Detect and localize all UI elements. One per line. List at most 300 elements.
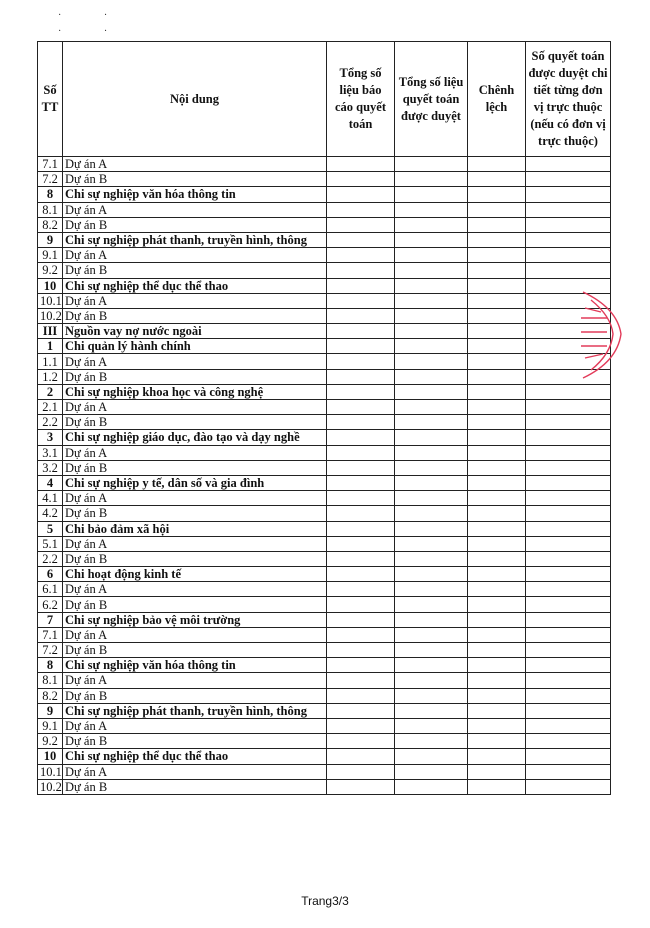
cell-chenh-lech — [468, 172, 526, 187]
cell-bao-cao — [327, 293, 395, 308]
cell-chenh-lech — [468, 157, 526, 172]
cell-chi-tiet — [526, 430, 611, 445]
row-number: 4.1 — [38, 491, 63, 506]
cell-chenh-lech — [468, 703, 526, 718]
cell-duyet — [395, 430, 468, 445]
cell-chenh-lech — [468, 232, 526, 247]
row-content: Dự án A — [63, 445, 327, 460]
scan-marks-second: · · — [58, 26, 128, 37]
cell-chenh-lech — [468, 597, 526, 612]
cell-duyet — [395, 749, 468, 764]
table-row — [38, 308, 611, 323]
cell-duyet — [395, 643, 468, 658]
row-number: III — [38, 324, 63, 339]
cell-chenh-lech — [468, 369, 526, 384]
cell-bao-cao — [327, 718, 395, 733]
row-content: Dự án A — [63, 764, 327, 779]
cell-chenh-lech — [468, 491, 526, 506]
table-row — [38, 673, 611, 688]
cell-bao-cao — [327, 597, 395, 612]
row-number: 9 — [38, 232, 63, 247]
page-footer: Trang3/3 — [301, 894, 349, 908]
row-number: 5 — [38, 521, 63, 536]
cell-bao-cao — [327, 400, 395, 415]
cell-chi-tiet — [526, 779, 611, 794]
cell-duyet — [395, 779, 468, 794]
row-content: Dự án B — [63, 688, 327, 703]
cell-bao-cao — [327, 354, 395, 369]
table-row — [38, 734, 611, 749]
header-duyet: Tổng số liệu quyết toán được duyệt — [395, 42, 468, 157]
cell-duyet — [395, 445, 468, 460]
row-number: 10.1 — [38, 293, 63, 308]
cell-bao-cao — [327, 536, 395, 551]
cell-duyet — [395, 278, 468, 293]
table-row — [38, 551, 611, 566]
cell-chi-tiet — [526, 248, 611, 263]
row-number: 1.1 — [38, 354, 63, 369]
cell-chenh-lech — [468, 324, 526, 339]
cell-chi-tiet — [526, 460, 611, 475]
row-content: Dự án B — [63, 506, 327, 521]
row-content: Dự án B — [63, 172, 327, 187]
row-number: 8.1 — [38, 673, 63, 688]
row-number: 1 — [38, 339, 63, 354]
row-content: Chi sự nghiệp y tế, dân số và gia đình — [63, 475, 327, 490]
cell-chi-tiet — [526, 536, 611, 551]
cell-chenh-lech — [468, 248, 526, 263]
cell-bao-cao — [327, 415, 395, 430]
cell-duyet — [395, 658, 468, 673]
table-row — [38, 749, 611, 764]
row-content: Dự án A — [63, 293, 327, 308]
cell-duyet — [395, 612, 468, 627]
scan-marks-top: · · — [58, 10, 128, 21]
cell-chi-tiet — [526, 491, 611, 506]
cell-chi-tiet — [526, 643, 611, 658]
table-row — [38, 612, 611, 627]
cell-duyet — [395, 718, 468, 733]
cell-bao-cao — [327, 308, 395, 323]
table-row — [38, 627, 611, 642]
row-content: Dự án B — [63, 734, 327, 749]
cell-duyet — [395, 567, 468, 582]
cell-duyet — [395, 415, 468, 430]
cell-chenh-lech — [468, 475, 526, 490]
table-row — [38, 536, 611, 551]
header-chi-tiet: Số quyết toán được duyệt chi tiết từng đơn vị trực thuộc (nếu có đơn vị trực thuộc) — [526, 42, 611, 157]
cell-chenh-lech — [468, 460, 526, 475]
header-noi-dung: Nội dung — [63, 42, 327, 157]
row-content: Dự án B — [63, 369, 327, 384]
table-row — [38, 384, 611, 399]
row-number: 9.1 — [38, 248, 63, 263]
row-number: 9.1 — [38, 718, 63, 733]
cell-duyet — [395, 248, 468, 263]
row-number: 7.1 — [38, 157, 63, 172]
cell-bao-cao — [327, 658, 395, 673]
row-number: 10.2 — [38, 779, 63, 794]
cell-bao-cao — [327, 460, 395, 475]
header-chenh-lech: Chênh lệch — [468, 42, 526, 157]
cell-chenh-lech — [468, 749, 526, 764]
cell-bao-cao — [327, 232, 395, 247]
cell-chenh-lech — [468, 278, 526, 293]
row-content: Dự án B — [63, 643, 327, 658]
cell-chi-tiet — [526, 764, 611, 779]
cell-chenh-lech — [468, 582, 526, 597]
cell-duyet — [395, 217, 468, 232]
row-number: 10 — [38, 749, 63, 764]
cell-duyet — [395, 232, 468, 247]
table-row — [38, 597, 611, 612]
row-content: Dự án B — [63, 779, 327, 794]
row-content: Dự án A — [63, 718, 327, 733]
row-number: 1.2 — [38, 369, 63, 384]
table-row — [38, 521, 611, 536]
row-content: Dự án A — [63, 673, 327, 688]
table-row — [38, 475, 611, 490]
row-content: Nguồn vay nợ nước ngoài — [63, 324, 327, 339]
row-content: Dự án B — [63, 597, 327, 612]
row-content: Chi sự nghiệp phát thanh, truyền hình, thông — [63, 703, 327, 718]
table-row — [38, 567, 611, 582]
table-row — [38, 217, 611, 232]
cell-duyet — [395, 551, 468, 566]
table-row — [38, 187, 611, 202]
cell-chenh-lech — [468, 308, 526, 323]
cell-duyet — [395, 475, 468, 490]
row-content: Dự án A — [63, 536, 327, 551]
row-number: 8 — [38, 187, 63, 202]
cell-chenh-lech — [468, 673, 526, 688]
row-number: 8.2 — [38, 688, 63, 703]
cell-chenh-lech — [468, 339, 526, 354]
row-number: 2.1 — [38, 400, 63, 415]
cell-bao-cao — [327, 430, 395, 445]
cell-chenh-lech — [468, 536, 526, 551]
cell-chi-tiet — [526, 673, 611, 688]
cell-duyet — [395, 597, 468, 612]
cell-bao-cao — [327, 157, 395, 172]
cell-chi-tiet — [526, 627, 611, 642]
cell-chi-tiet — [526, 445, 611, 460]
cell-chenh-lech — [468, 551, 526, 566]
cell-bao-cao — [327, 673, 395, 688]
cell-chenh-lech — [468, 764, 526, 779]
cell-chenh-lech — [468, 506, 526, 521]
row-number: 10 — [38, 278, 63, 293]
table-row — [38, 248, 611, 263]
row-content: Dự án B — [63, 263, 327, 278]
cell-bao-cao — [327, 764, 395, 779]
cell-chenh-lech — [468, 627, 526, 642]
cell-bao-cao — [327, 612, 395, 627]
table-row — [38, 324, 611, 339]
table-row — [38, 779, 611, 794]
cell-bao-cao — [327, 202, 395, 217]
table-row — [38, 415, 611, 430]
row-number: 4.2 — [38, 506, 63, 521]
cell-duyet — [395, 460, 468, 475]
table-row — [38, 339, 611, 354]
cell-duyet — [395, 506, 468, 521]
cell-chi-tiet — [526, 703, 611, 718]
cell-duyet — [395, 339, 468, 354]
cell-bao-cao — [327, 278, 395, 293]
cell-chi-tiet — [526, 718, 611, 733]
cell-bao-cao — [327, 703, 395, 718]
cell-chi-tiet — [526, 734, 611, 749]
table-body — [38, 157, 611, 795]
row-content: Chi sự nghiệp văn hóa thông tin — [63, 187, 327, 202]
row-number: 7.1 — [38, 627, 63, 642]
row-number: 2.2 — [38, 415, 63, 430]
cell-bao-cao — [327, 521, 395, 536]
cell-chi-tiet — [526, 187, 611, 202]
cell-duyet — [395, 582, 468, 597]
table-row — [38, 703, 611, 718]
cell-bao-cao — [327, 491, 395, 506]
row-number: 5.1 — [38, 536, 63, 551]
row-content: Chi hoạt động kinh tế — [63, 567, 327, 582]
cell-chi-tiet — [526, 157, 611, 172]
cell-duyet — [395, 354, 468, 369]
table-row — [38, 263, 611, 278]
cell-chenh-lech — [468, 612, 526, 627]
row-content: Dự án A — [63, 582, 327, 597]
row-content: Chi quản lý hành chính — [63, 339, 327, 354]
cell-chi-tiet — [526, 217, 611, 232]
cell-chenh-lech — [468, 400, 526, 415]
table-row — [38, 491, 611, 506]
cell-bao-cao — [327, 749, 395, 764]
row-content: Chi sự nghiệp phát thanh, truyền hình, thông — [63, 232, 327, 247]
cell-chenh-lech — [468, 734, 526, 749]
row-number: 10.1 — [38, 764, 63, 779]
row-number: 4 — [38, 475, 63, 490]
table-row — [38, 688, 611, 703]
row-number: 6.1 — [38, 582, 63, 597]
table-row — [38, 764, 611, 779]
cell-chi-tiet — [526, 567, 611, 582]
row-content: Chi sự nghiệp giáo dục, đào tạo và dạy nghề — [63, 430, 327, 445]
cell-chi-tiet — [526, 202, 611, 217]
row-number: 8.2 — [38, 217, 63, 232]
cell-chi-tiet — [526, 612, 611, 627]
cell-duyet — [395, 627, 468, 642]
row-number: 9 — [38, 703, 63, 718]
cell-chi-tiet — [526, 415, 611, 430]
cell-bao-cao — [327, 551, 395, 566]
cell-duyet — [395, 172, 468, 187]
cell-chi-tiet — [526, 688, 611, 703]
cell-chenh-lech — [468, 718, 526, 733]
row-content: Dự án A — [63, 400, 327, 415]
row-content: Dự án B — [63, 460, 327, 475]
row-number: 2.2 — [38, 551, 63, 566]
cell-bao-cao — [327, 779, 395, 794]
cell-bao-cao — [327, 567, 395, 582]
cell-bao-cao — [327, 172, 395, 187]
row-content: Dự án A — [63, 491, 327, 506]
row-number: 8 — [38, 658, 63, 673]
settlement-table — [37, 41, 611, 795]
cell-duyet — [395, 324, 468, 339]
table-row — [38, 643, 611, 658]
table-row — [38, 369, 611, 384]
row-number: 2 — [38, 384, 63, 399]
cell-chenh-lech — [468, 293, 526, 308]
row-content: Chi sự nghiệp thể dục thể thao — [63, 278, 327, 293]
cell-duyet — [395, 673, 468, 688]
cell-chi-tiet — [526, 475, 611, 490]
table-row — [38, 582, 611, 597]
row-content: Chi sự nghiệp khoa học và công nghệ — [63, 384, 327, 399]
cell-bao-cao — [327, 248, 395, 263]
cell-duyet — [395, 308, 468, 323]
cell-chi-tiet — [526, 597, 611, 612]
cell-chi-tiet — [526, 263, 611, 278]
row-number: 9.2 — [38, 734, 63, 749]
cell-bao-cao — [327, 627, 395, 642]
cell-chenh-lech — [468, 263, 526, 278]
table-row — [38, 430, 611, 445]
row-number: 3 — [38, 430, 63, 445]
row-content: Dự án B — [63, 308, 327, 323]
cell-chi-tiet — [526, 521, 611, 536]
table-row — [38, 232, 611, 247]
cell-bao-cao — [327, 445, 395, 460]
cell-chi-tiet — [526, 400, 611, 415]
cell-bao-cao — [327, 506, 395, 521]
cell-duyet — [395, 369, 468, 384]
red-seal-stamp — [577, 288, 637, 380]
cell-chi-tiet — [526, 172, 611, 187]
row-number: 7 — [38, 612, 63, 627]
cell-bao-cao — [327, 339, 395, 354]
cell-duyet — [395, 688, 468, 703]
cell-chenh-lech — [468, 688, 526, 703]
cell-chi-tiet — [526, 384, 611, 399]
row-content: Chi sự nghiệp thể dục thể thao — [63, 749, 327, 764]
cell-chenh-lech — [468, 643, 526, 658]
row-number: 6.2 — [38, 597, 63, 612]
cell-chenh-lech — [468, 567, 526, 582]
table-row — [38, 445, 611, 460]
row-content: Chi sự nghiệp bảo vệ môi trường — [63, 612, 327, 627]
row-content: Dự án A — [63, 157, 327, 172]
cell-duyet — [395, 263, 468, 278]
cell-chi-tiet — [526, 232, 611, 247]
table-row — [38, 460, 611, 475]
table-row — [38, 293, 611, 308]
cell-duyet — [395, 187, 468, 202]
cell-duyet — [395, 293, 468, 308]
cell-bao-cao — [327, 369, 395, 384]
cell-chenh-lech — [468, 217, 526, 232]
cell-bao-cao — [327, 582, 395, 597]
row-content: Dự án B — [63, 415, 327, 430]
cell-chi-tiet — [526, 506, 611, 521]
row-content: Dự án B — [63, 217, 327, 232]
cell-chi-tiet — [526, 658, 611, 673]
row-number: 6 — [38, 567, 63, 582]
row-number: 9.2 — [38, 263, 63, 278]
cell-duyet — [395, 384, 468, 399]
cell-chenh-lech — [468, 658, 526, 673]
cell-duyet — [395, 491, 468, 506]
cell-bao-cao — [327, 187, 395, 202]
table-row — [38, 202, 611, 217]
cell-bao-cao — [327, 688, 395, 703]
cell-chi-tiet — [526, 551, 611, 566]
table-row — [38, 172, 611, 187]
row-content: Chi bảo đảm xã hội — [63, 521, 327, 536]
row-content: Dự án A — [63, 627, 327, 642]
row-content: Dự án A — [63, 202, 327, 217]
cell-chenh-lech — [468, 187, 526, 202]
cell-chenh-lech — [468, 202, 526, 217]
table-row — [38, 658, 611, 673]
cell-bao-cao — [327, 217, 395, 232]
cell-duyet — [395, 536, 468, 551]
cell-bao-cao — [327, 324, 395, 339]
cell-bao-cao — [327, 384, 395, 399]
header-bao-cao: Tổng số liệu báo cáo quyết toán — [327, 42, 395, 157]
table-row — [38, 157, 611, 172]
cell-duyet — [395, 521, 468, 536]
cell-bao-cao — [327, 475, 395, 490]
row-number: 7.2 — [38, 172, 63, 187]
cell-chenh-lech — [468, 779, 526, 794]
row-number: 3.1 — [38, 445, 63, 460]
cell-bao-cao — [327, 643, 395, 658]
cell-chenh-lech — [468, 354, 526, 369]
cell-chenh-lech — [468, 445, 526, 460]
cell-bao-cao — [327, 734, 395, 749]
cell-chenh-lech — [468, 430, 526, 445]
cell-duyet — [395, 202, 468, 217]
row-number: 7.2 — [38, 643, 63, 658]
table-row — [38, 278, 611, 293]
table-header-row — [38, 42, 611, 157]
header-stt: Số TT — [38, 42, 63, 157]
table-row — [38, 506, 611, 521]
table-row — [38, 718, 611, 733]
cell-chi-tiet — [526, 749, 611, 764]
row-content: Dự án A — [63, 248, 327, 263]
cell-duyet — [395, 764, 468, 779]
cell-duyet — [395, 157, 468, 172]
table-row — [38, 354, 611, 369]
cell-duyet — [395, 734, 468, 749]
row-content: Dự án B — [63, 551, 327, 566]
row-number: 3.2 — [38, 460, 63, 475]
row-number: 10.2 — [38, 308, 63, 323]
row-content: Dự án A — [63, 354, 327, 369]
cell-chenh-lech — [468, 384, 526, 399]
table-row — [38, 400, 611, 415]
cell-duyet — [395, 703, 468, 718]
cell-bao-cao — [327, 263, 395, 278]
cell-chenh-lech — [468, 521, 526, 536]
cell-duyet — [395, 400, 468, 415]
cell-chi-tiet — [526, 582, 611, 597]
cell-chenh-lech — [468, 415, 526, 430]
row-number: 8.1 — [38, 202, 63, 217]
row-content: Chi sự nghiệp văn hóa thông tin — [63, 658, 327, 673]
